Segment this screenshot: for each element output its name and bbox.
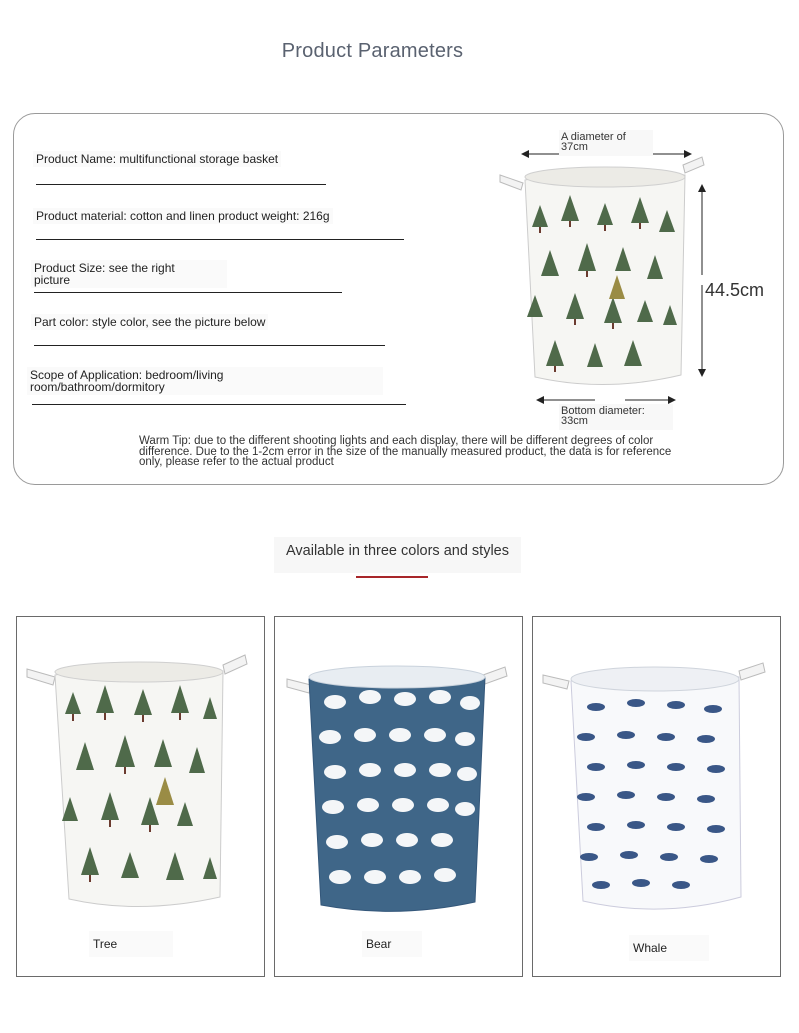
- warm-tip: [139, 436, 719, 468]
- tree-basket-image: [500, 157, 704, 385]
- styles-section-title: Available in three colors and styles: [274, 537, 521, 573]
- bottom-diameter-label: [559, 404, 673, 430]
- param-product-size: [31, 260, 227, 288]
- top-diameter-line1: A diameter of: [561, 131, 626, 143]
- divider: [34, 292, 342, 293]
- variant-label-whale: Whale: [629, 935, 709, 961]
- dimension-diagram: [495, 125, 785, 425]
- divider: [36, 184, 326, 185]
- param-part-color: Part color: style color, see the picture below: [31, 314, 268, 330]
- bear-basket-image: [285, 657, 515, 917]
- param-scope-line2: room/bathroom/dormitory: [30, 380, 165, 394]
- tree-basket-image: [25, 647, 255, 917]
- variant-label-bear: Bear: [362, 931, 422, 957]
- divider: [32, 404, 406, 405]
- accent-underline: [356, 576, 428, 578]
- param-product-size-line2: picture: [34, 273, 71, 287]
- divider: [34, 345, 385, 346]
- top-diameter-line2: 37cm: [561, 141, 588, 153]
- bottom-diameter-line1: Bottom diameter:: [561, 405, 645, 417]
- variant-card-tree[interactable]: [16, 616, 265, 977]
- param-scope-line1: Scope of Application: bedroom/living: [30, 368, 224, 382]
- param-product-material: Product material: cotton and linen product weight: 216g: [33, 208, 333, 224]
- param-product-name: Product Name: multifunctional storage basket: [33, 151, 281, 167]
- variant-card-bear[interactable]: [274, 616, 523, 977]
- page-title: Product Parameters: [281, 40, 464, 62]
- bottom-diameter-line2: 33cm: [561, 415, 588, 427]
- variant-card-whale[interactable]: [532, 616, 781, 977]
- warm-tip-line3: only, please refer to the actual product: [139, 456, 334, 468]
- warm-tip-line2: difference. Due to the 1-2cm error in the size of the manually measured product, the data is for reference: [139, 445, 672, 458]
- divider: [36, 239, 404, 240]
- top-diameter-label: [559, 130, 653, 156]
- height-label: 44.5cm: [705, 280, 765, 300]
- whale-basket-image: [541, 657, 771, 927]
- variant-label-tree: Tree: [89, 931, 173, 957]
- warm-tip-line1: Warm Tip: due to the different shooting lights and each display, there will be different degrees of color: [139, 435, 654, 447]
- param-scope: [27, 367, 383, 395]
- param-product-size-line1: Product Size: see the right: [34, 261, 175, 275]
